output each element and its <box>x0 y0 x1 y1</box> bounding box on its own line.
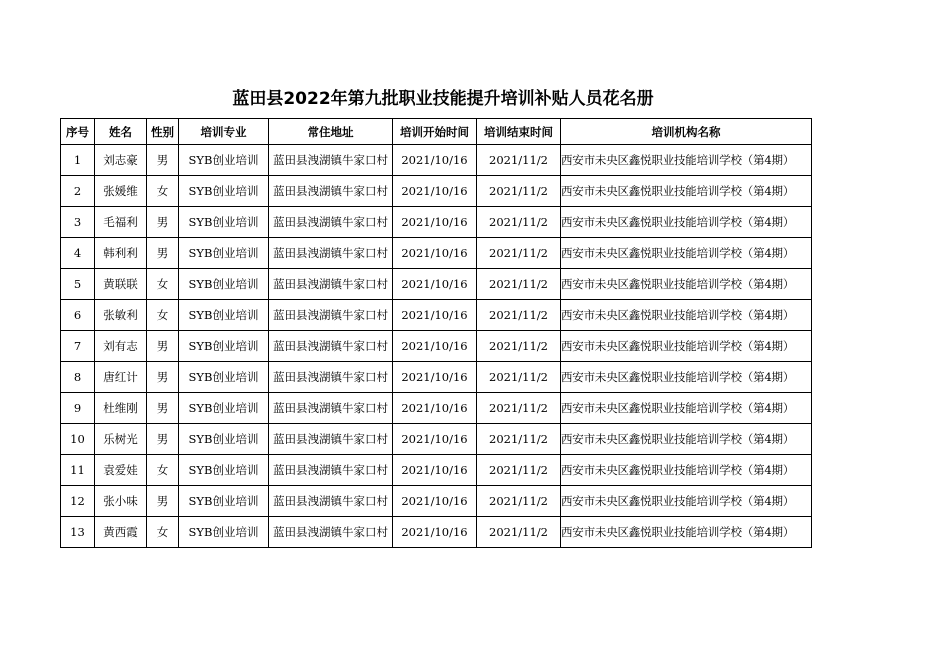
cell-end-date: 2021/11/2 <box>477 145 561 176</box>
cell-start-date: 2021/10/16 <box>393 424 477 455</box>
header-cell-no: 序号 <box>61 119 95 145</box>
cell-start-date: 2021/10/16 <box>393 455 477 486</box>
cell-no: 12 <box>61 486 95 517</box>
cell-no: 11 <box>61 455 95 486</box>
header-row <box>61 119 812 145</box>
cell-org: 西安市未央区鑫悦职业技能培训学校（第4期） <box>561 238 812 269</box>
cell-start-date: 2021/10/16 <box>393 269 477 300</box>
table-row <box>61 362 812 393</box>
cell-start-date: 2021/10/16 <box>393 176 477 207</box>
table-body <box>61 145 812 548</box>
cell-no: 7 <box>61 331 95 362</box>
cell-org: 西安市未央区鑫悦职业技能培训学校（第4期） <box>561 362 812 393</box>
cell-gender: 女 <box>147 517 179 548</box>
cell-address: 蓝田县洩湖镇牛家口村 <box>269 517 393 548</box>
header-cell-gender: 性别 <box>147 119 179 145</box>
cell-org: 西安市未央区鑫悦职业技能培训学校（第4期） <box>561 455 812 486</box>
cell-gender: 男 <box>147 424 179 455</box>
cell-org: 西安市未央区鑫悦职业技能培训学校（第4期） <box>561 331 812 362</box>
cell-org: 西安市未央区鑫悦职业技能培训学校（第4期） <box>561 486 812 517</box>
page-title: 蓝田县2022年第九批职业技能提升培训补贴人员花名册 <box>232 89 654 109</box>
cell-major: SYB创业培训 <box>179 517 269 548</box>
cell-no: 2 <box>61 176 95 207</box>
cell-name: 唐红计 <box>95 362 147 393</box>
cell-no: 4 <box>61 238 95 269</box>
cell-end-date: 2021/11/2 <box>477 331 561 362</box>
cell-name: 杜维刚 <box>95 393 147 424</box>
cell-org: 西安市未央区鑫悦职业技能培训学校（第4期） <box>561 145 812 176</box>
cell-end-date: 2021/11/2 <box>477 486 561 517</box>
cell-org: 西安市未央区鑫悦职业技能培训学校（第4期） <box>561 269 812 300</box>
cell-major: SYB创业培训 <box>179 362 269 393</box>
cell-address: 蓝田县洩湖镇牛家口村 <box>269 455 393 486</box>
cell-start-date: 2021/10/16 <box>393 145 477 176</box>
cell-no: 3 <box>61 207 95 238</box>
roster-table <box>60 118 812 548</box>
cell-start-date: 2021/10/16 <box>393 393 477 424</box>
cell-org: 西安市未央区鑫悦职业技能培训学校（第4期） <box>561 176 812 207</box>
cell-end-date: 2021/11/2 <box>477 517 561 548</box>
table-row <box>61 393 812 424</box>
cell-major: SYB创业培训 <box>179 207 269 238</box>
header-cell-start: 培训开始时间 <box>393 119 477 145</box>
header-cell-end: 培训结束时间 <box>477 119 561 145</box>
table-row <box>61 176 812 207</box>
cell-major: SYB创业培训 <box>179 331 269 362</box>
cell-end-date: 2021/11/2 <box>477 362 561 393</box>
cell-major: SYB创业培训 <box>179 269 269 300</box>
cell-major: SYB创业培训 <box>179 486 269 517</box>
cell-start-date: 2021/10/16 <box>393 207 477 238</box>
cell-name: 刘有志 <box>95 331 147 362</box>
cell-major: SYB创业培训 <box>179 455 269 486</box>
cell-address: 蓝田县洩湖镇牛家口村 <box>269 393 393 424</box>
cell-name: 张敏利 <box>95 300 147 331</box>
cell-org: 西安市未央区鑫悦职业技能培训学校（第4期） <box>561 207 812 238</box>
header-cell-major: 培训专业 <box>179 119 269 145</box>
cell-no: 9 <box>61 393 95 424</box>
header-cell-name: 姓名 <box>95 119 147 145</box>
table-row <box>61 300 812 331</box>
table-row <box>61 269 812 300</box>
table-row <box>61 331 812 362</box>
cell-name: 张小味 <box>95 486 147 517</box>
cell-org: 西安市未央区鑫悦职业技能培训学校（第4期） <box>561 424 812 455</box>
cell-name: 刘志豪 <box>95 145 147 176</box>
cell-org: 西安市未央区鑫悦职业技能培训学校（第4期） <box>561 300 812 331</box>
header-cell-address: 常住地址 <box>269 119 393 145</box>
cell-gender: 男 <box>147 238 179 269</box>
cell-address: 蓝田县洩湖镇牛家口村 <box>269 300 393 331</box>
cell-major: SYB创业培训 <box>179 176 269 207</box>
cell-address: 蓝田县洩湖镇牛家口村 <box>269 269 393 300</box>
cell-gender: 女 <box>147 455 179 486</box>
cell-address: 蓝田县洩湖镇牛家口村 <box>269 207 393 238</box>
cell-name: 袁爱娃 <box>95 455 147 486</box>
cell-gender: 女 <box>147 300 179 331</box>
cell-address: 蓝田县洩湖镇牛家口村 <box>269 424 393 455</box>
cell-no: 6 <box>61 300 95 331</box>
cell-no: 8 <box>61 362 95 393</box>
cell-gender: 男 <box>147 207 179 238</box>
cell-name: 乐树光 <box>95 424 147 455</box>
table-row <box>61 238 812 269</box>
table-row <box>61 486 812 517</box>
cell-end-date: 2021/11/2 <box>477 238 561 269</box>
cell-gender: 男 <box>147 362 179 393</box>
header-cell-org: 培训机构名称 <box>561 119 812 145</box>
table-row <box>61 517 812 548</box>
cell-major: SYB创业培训 <box>179 424 269 455</box>
cell-address: 蓝田县洩湖镇牛家口村 <box>269 176 393 207</box>
cell-address: 蓝田县洩湖镇牛家口村 <box>269 145 393 176</box>
cell-org: 西安市未央区鑫悦职业技能培训学校（第4期） <box>561 393 812 424</box>
cell-no: 5 <box>61 269 95 300</box>
cell-org: 西安市未央区鑫悦职业技能培训学校（第4期） <box>561 517 812 548</box>
cell-no: 1 <box>61 145 95 176</box>
cell-address: 蓝田县洩湖镇牛家口村 <box>269 362 393 393</box>
cell-gender: 男 <box>147 393 179 424</box>
cell-gender: 男 <box>147 486 179 517</box>
cell-start-date: 2021/10/16 <box>393 362 477 393</box>
cell-start-date: 2021/10/16 <box>393 486 477 517</box>
cell-end-date: 2021/11/2 <box>477 300 561 331</box>
cell-end-date: 2021/11/2 <box>477 207 561 238</box>
cell-gender: 男 <box>147 331 179 362</box>
table-row <box>61 207 812 238</box>
cell-end-date: 2021/11/2 <box>477 424 561 455</box>
cell-start-date: 2021/10/16 <box>393 331 477 362</box>
cell-gender: 女 <box>147 176 179 207</box>
cell-name: 韩利利 <box>95 238 147 269</box>
cell-major: SYB创业培训 <box>179 238 269 269</box>
cell-start-date: 2021/10/16 <box>393 517 477 548</box>
cell-start-date: 2021/10/16 <box>393 238 477 269</box>
cell-address: 蓝田县洩湖镇牛家口村 <box>269 486 393 517</box>
cell-end-date: 2021/11/2 <box>477 393 561 424</box>
cell-address: 蓝田县洩湖镇牛家口村 <box>269 331 393 362</box>
cell-major: SYB创业培训 <box>179 300 269 331</box>
cell-no: 10 <box>61 424 95 455</box>
cell-end-date: 2021/11/2 <box>477 269 561 300</box>
cell-gender: 女 <box>147 269 179 300</box>
cell-name: 黄西霞 <box>95 517 147 548</box>
cell-no: 13 <box>61 517 95 548</box>
cell-start-date: 2021/10/16 <box>393 300 477 331</box>
table-row <box>61 424 812 455</box>
cell-name: 张媛维 <box>95 176 147 207</box>
cell-name: 毛福利 <box>95 207 147 238</box>
cell-end-date: 2021/11/2 <box>477 455 561 486</box>
cell-name: 黄联联 <box>95 269 147 300</box>
cell-address: 蓝田县洩湖镇牛家口村 <box>269 238 393 269</box>
cell-end-date: 2021/11/2 <box>477 176 561 207</box>
cell-gender: 男 <box>147 145 179 176</box>
table-row <box>61 455 812 486</box>
cell-major: SYB创业培训 <box>179 393 269 424</box>
table-row <box>61 145 812 176</box>
cell-major: SYB创业培训 <box>179 145 269 176</box>
